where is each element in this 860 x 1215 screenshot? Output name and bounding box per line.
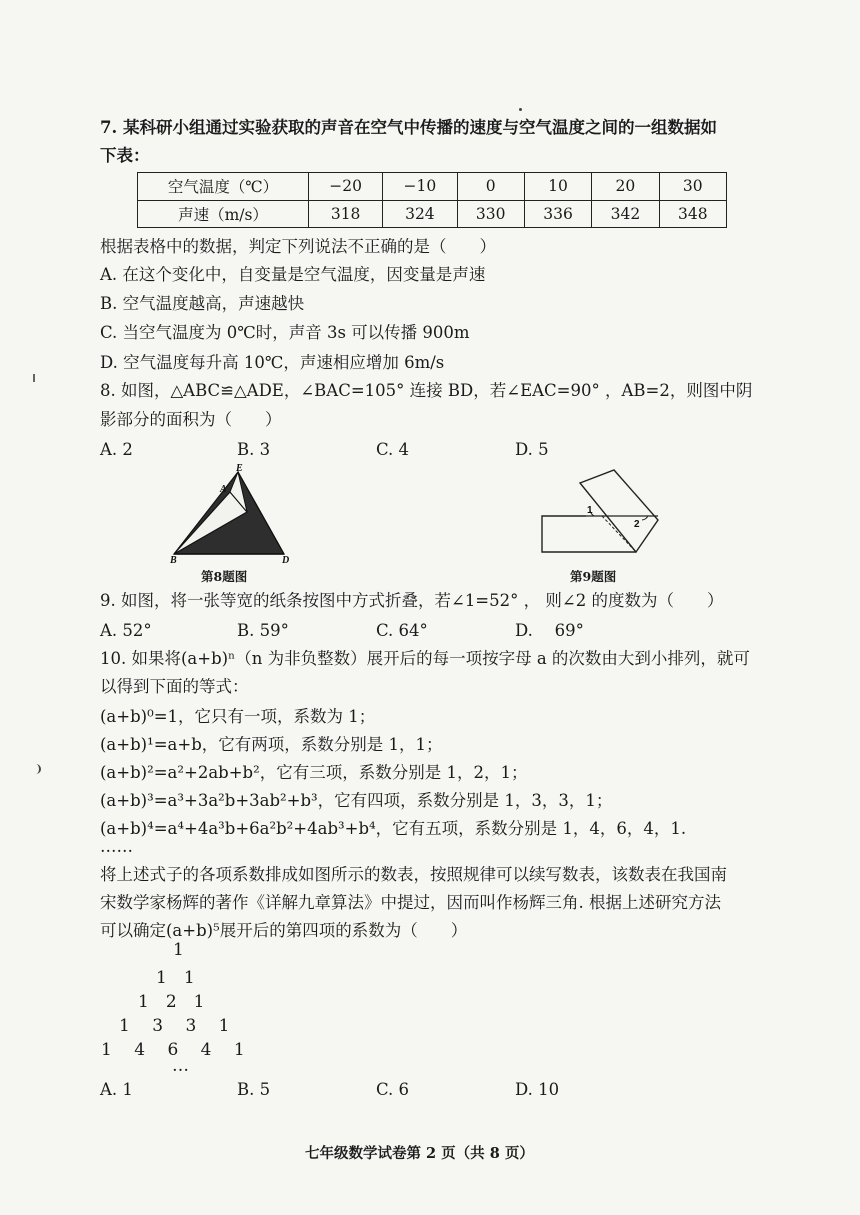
table-cell: 318 — [309, 200, 383, 228]
q8-option-d: D. 5 — [515, 440, 549, 459]
q8-option-a: A. 2 — [100, 440, 133, 459]
triangle-row-0: 1 — [173, 940, 184, 960]
q10-equation-2: (a+b)²=a²+2ab+b²，它有三项，系数分别是 1，2，1； — [100, 763, 528, 782]
q9-option-b: B. 59° — [237, 621, 289, 640]
label-E: E — [236, 463, 243, 474]
label-D: D — [282, 555, 290, 565]
q10-equation-3: (a+b)³=a³+3a²b+3ab²+b³，它有四项，系数分别是 1，3，3，1； — [100, 791, 613, 810]
q9-option-c: C. 64° — [376, 621, 428, 640]
table-cell: 336 — [524, 200, 591, 228]
q8-option-b: B. 3 — [237, 440, 271, 459]
triangle-row-3: 1 3 3 1 — [119, 1016, 230, 1036]
q10-stem-line2: 以得到下面的等式： — [100, 677, 249, 696]
q10-paragraph-line2: 宋数学家杨辉的著作《详解九章算法》中提过，因而叫作杨辉三角. 根据上述研究方法 — [100, 893, 721, 912]
q7-stem-line2: 下表： — [100, 146, 150, 165]
q7-option-b: B. 空气温度越高，声速越快 — [100, 294, 305, 313]
table-cell: 空气温度（℃） — [138, 173, 309, 201]
label-angle-2: 2 — [634, 519, 640, 530]
label-angle-1: 1 — [587, 505, 593, 516]
label-A: A — [220, 484, 227, 495]
triangle-dots: … — [172, 1056, 189, 1076]
triangle-row-4: 1 4 6 4 1 — [101, 1040, 245, 1060]
table-cell: 330 — [457, 200, 524, 228]
q7-option-c: C. 当空气温度为 0℃时，声音 3s 可以传播 900m — [100, 323, 470, 342]
table-cell: 324 — [383, 200, 457, 228]
table-cell: −10 — [383, 173, 457, 201]
triangle-row-1: 1 1 — [156, 968, 195, 988]
q7-stem-line1: 7. 某科研小组通过实验获取的声音在空气中传播的速度与空气温度之间的一组数据如 — [100, 118, 717, 137]
q9-option-d: D. 69° — [515, 621, 584, 640]
label-B: B — [170, 555, 177, 565]
fold-dashed-line — [602, 516, 636, 552]
q10-option-a: A. 1 — [100, 1080, 133, 1099]
q10-equation-0: (a+b)⁰=1，它只有一项，系数为 1； — [100, 707, 376, 726]
q7-question: 根据表格中的数据，判定下列说法不正确的是（ ） — [100, 237, 496, 256]
q9-figure-caption: 第9题图 — [570, 569, 617, 584]
q7-data-table — [137, 172, 727, 228]
q8-stem-line2: 影部分的面积为（ ） — [100, 410, 282, 429]
page-footer: 七年级数学试卷第 2 页（共 8 页） — [305, 1145, 534, 1162]
table-row-speed — [138, 200, 727, 228]
table-cell: 20 — [592, 173, 659, 201]
q10-option-d: D. 10 — [515, 1080, 560, 1099]
scan-dot — [519, 108, 522, 111]
q10-stem-line1: 10. 如果将(a+b)ⁿ（n 为非负整数）展开后的每一项按字母 a 的次数由大到小排列，就可 — [100, 649, 750, 668]
table-cell: 声速（m/s） — [138, 200, 309, 228]
table-row-temperature — [138, 173, 727, 201]
table-cell: 10 — [524, 173, 591, 201]
q8-figure-triangles — [160, 462, 295, 565]
q8-stem-line1: 8. 如图，△ABC≌△ADE，∠BAC=105° 连接 BD，若∠EAC=90° ，AB=2，则图中阴 — [100, 381, 753, 400]
table-cell: 30 — [659, 173, 726, 201]
q10-equation-4: (a+b)⁴=a⁴+4a³b+6a²b²+4ab³+b⁴，它有五项，系数分别是 1，4，6，4，1. — [100, 819, 687, 838]
q9-stem: 9. 如图，将一张等宽的纸条按图中方式折叠，若∠1=52° ， 则∠2 的度数为（ ） — [100, 591, 724, 610]
q8-option-c: C. 4 — [376, 440, 410, 459]
q10-paragraph-line1: 将上述式子的各项系数排成如图所示的数表，按照规律可以续写数表，该数表在我国南 — [100, 865, 727, 884]
q8-figure-caption: 第8题图 — [201, 569, 248, 584]
q10-ellipsis: …… — [100, 837, 133, 856]
scan-mark — [33, 374, 41, 382]
table-cell: −20 — [309, 173, 383, 201]
q10-option-b: B. 5 — [237, 1080, 271, 1099]
q7-option-d: D. 空气温度每升高 10℃，声速相应增加 6m/s — [100, 353, 445, 372]
q10-equation-1: (a+b)¹=a+b，它有两项，系数分别是 1，1； — [100, 735, 443, 754]
table-cell: 0 — [457, 173, 524, 201]
table-cell: 348 — [659, 200, 726, 228]
q9-option-a: A. 52° — [100, 621, 152, 640]
triangle-row-2: 1 2 1 — [138, 992, 205, 1012]
table-cell: 342 — [592, 200, 659, 228]
q9-figure-folded-strip — [538, 466, 668, 558]
q7-option-a: A. 在这个变化中，自变量是空气温度，因变量是声速 — [100, 265, 486, 284]
scan-mark — [33, 764, 41, 774]
q10-option-c: C. 6 — [376, 1080, 410, 1099]
q10-paragraph-line3: 可以确定(a+b)⁵展开后的第四项的系数为（ ） — [100, 921, 468, 940]
